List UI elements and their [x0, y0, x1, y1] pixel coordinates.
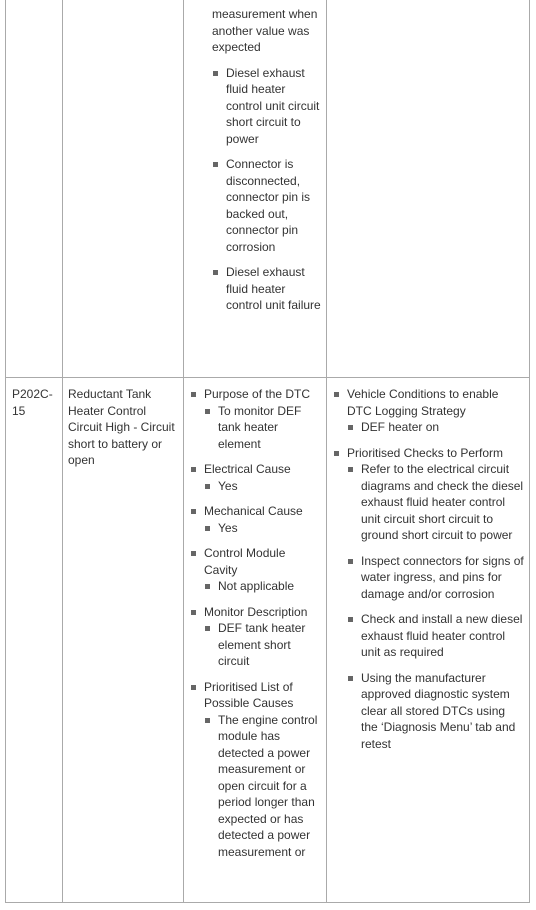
column-divider	[326, 0, 327, 902]
check-step: Check and install a new diesel exhaust fluid heater control unit as required	[347, 611, 525, 661]
check-step: Using the manufacturer approved diagnostic system clear all stored DTCs using the ‘Diagnosis Menu’ tab and retest	[347, 670, 525, 753]
dtc-info	[190, 386, 322, 860]
causes-value: The engine control module has detected a power measurement or open circuit for a period longer than expected or has detected a power measurement or	[204, 712, 322, 861]
prev-cause-continuation: measurement when another value was expected	[212, 7, 318, 54]
causes-item	[190, 679, 322, 861]
checks-item	[333, 445, 525, 753]
conditions-value: DEF heater on	[347, 419, 525, 436]
monitor-value: DEF tank heater element short circuit	[204, 620, 322, 670]
cavity-label: Control Module Cavity	[204, 546, 286, 577]
purpose-label: Purpose of the DTC	[204, 387, 311, 401]
cavity-value: Not applicable	[204, 578, 322, 595]
purpose-value: To monitor DEF tank heater element	[204, 403, 322, 453]
dtc-checks	[333, 386, 525, 752]
column-divider	[62, 0, 63, 902]
dtc-table	[5, 0, 530, 903]
check-step: Refer to the electrical circuit diagrams and check the diesel exhaust fluid heater control unit circuit short circuit to ground short circuit to power	[347, 461, 525, 544]
electrical-label: Electrical Cause	[204, 462, 291, 476]
conditions-item	[333, 386, 525, 436]
conditions-label: Vehicle Conditions to enable DTC Logging Strategy	[347, 387, 499, 418]
causes-label: Prioritised List of Possible Causes	[204, 679, 294, 710]
column-divider	[183, 0, 184, 902]
mechanical-item	[190, 503, 322, 536]
checks-label: Prioritised Checks to Perform	[347, 445, 504, 460]
electrical-value: Yes	[204, 478, 322, 495]
check-step: Inspect connectors for signs of water ingress, and pins for damage and/or corrosion	[347, 553, 525, 603]
prev-cause-item: Diesel exhaust fluid heater control unit circuit short circuit to power	[212, 65, 322, 148]
mechanical-value: Yes	[204, 520, 322, 537]
prev-row-causes	[190, 6, 322, 323]
dtc-description: Reductant Tank Heater Control Circuit High - Circuit short to battery or open	[68, 387, 175, 467]
mechanical-label: Mechanical Cause	[204, 504, 303, 518]
monitor-item	[190, 604, 322, 670]
prev-cause-item: Connector is disconnected, connector pin is backed out, connector pin corrosion	[212, 156, 322, 255]
prev-cause-item: Diesel exhaust fluid heater control unit failure	[212, 264, 322, 314]
row-divider	[6, 377, 529, 378]
purpose-item	[190, 386, 322, 452]
dtc-code: P202C-15	[12, 387, 53, 418]
cavity-item	[190, 545, 322, 595]
monitor-label: Monitor Description	[204, 604, 308, 619]
electrical-item	[190, 461, 322, 494]
